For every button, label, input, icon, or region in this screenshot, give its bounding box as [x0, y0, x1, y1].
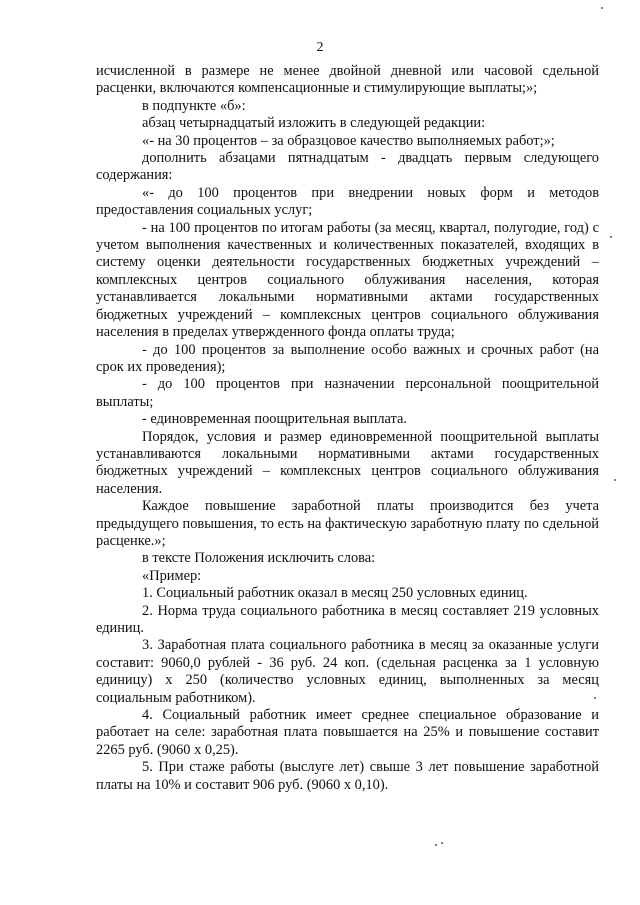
scan-speck [441, 842, 443, 844]
document-body [96, 63, 599, 794]
paragraph: - до 100 процентов за выполнение особо важных и срочных работ (на срок их проведения); [96, 341, 599, 375]
paragraph: 1. Социальный работник оказал в месяц 250 условных единиц. [142, 585, 528, 602]
paragraph: 3. Заработная плата социального работника в месяц за оказанные услуги составит: 9060,0 рублей - 36 руб. 24 коп. (сдельная расценка за 1 условную единицу) х 250 (количество условных единиц, выполненных за месяц социальным работником). [96, 637, 599, 706]
scan-speck [601, 7, 603, 9]
paragraph: 4. Социальный работник имеет среднее специальное образование и работает на селе: заработная плата повышается на 25% и повышение составит 2265 руб. (9060 х 0,25). [96, 707, 599, 758]
paragraph: Каждое повышение заработной платы производится без учета предыдущего повышения, то есть на фактическую заработную плату по сдельной расценке.»; [96, 498, 599, 549]
paragraph: - до 100 процентов при назначении персональной поощрительной выплаты; [96, 376, 599, 410]
paragraph: 5. При стаже работы (выслуге лет) свыше 3 лет повышение заработной платы на 10% и составит 906 руб. (9060 х 0,10). [96, 759, 599, 793]
paragraph: «- на 30 процентов – за образцовое качество выполняемых работ;»; [142, 132, 555, 149]
paragraph: в подпункте «б»: [142, 97, 246, 114]
page-number: 2 [316, 40, 324, 55]
scan-speck [435, 844, 437, 846]
scan-speck [610, 236, 612, 238]
paragraph: абзац четырнадцатый изложить в следующей редакции: [142, 115, 486, 132]
paragraph: 2. Норма труда социального работника в месяц составляет 219 условных единиц. [96, 602, 599, 636]
paragraph: дополнить абзацами пятнадцатым - двадцать первым следующего содержания: [96, 150, 599, 184]
paragraph: исчисленной в размере не менее двойной дневной или часовой сдельной расценки, включаются компенсационные и стимулирующие выплаты;»; [96, 63, 599, 97]
paragraph: - на 100 процентов по итогам работы (за месяц, квартал, полугодие, год) с учетом выполнения качественных и количественных показателей, входящих в систему оценки деятельности государственных бюджетных учреждений – комплексных центров социального облуживания населения, которая устанавливается локальными нормативными актами государственных бюджетных учреждений – комплексных центров социального облуживания населения в пределах утвержденного фонда оплаты труда; [96, 219, 599, 341]
paragraph: в тексте Положения исключить слова: [142, 550, 376, 567]
paragraph: «Пример: [142, 567, 202, 584]
scan-speck [614, 479, 616, 481]
paragraph: - единовременная поощрительная выплата. [142, 411, 407, 428]
paragraph: «- до 100 процентов при внедрении новых форм и методов предоставления социальных услуг; [96, 184, 599, 219]
paragraph: Порядок, условия и размер единовременной поощрительной выплаты устанавливаются локальными нормативными актами государственных бюджетных учреждений – комплексных центров социального облуживания населения. [96, 428, 599, 497]
scan-speck [594, 697, 596, 699]
